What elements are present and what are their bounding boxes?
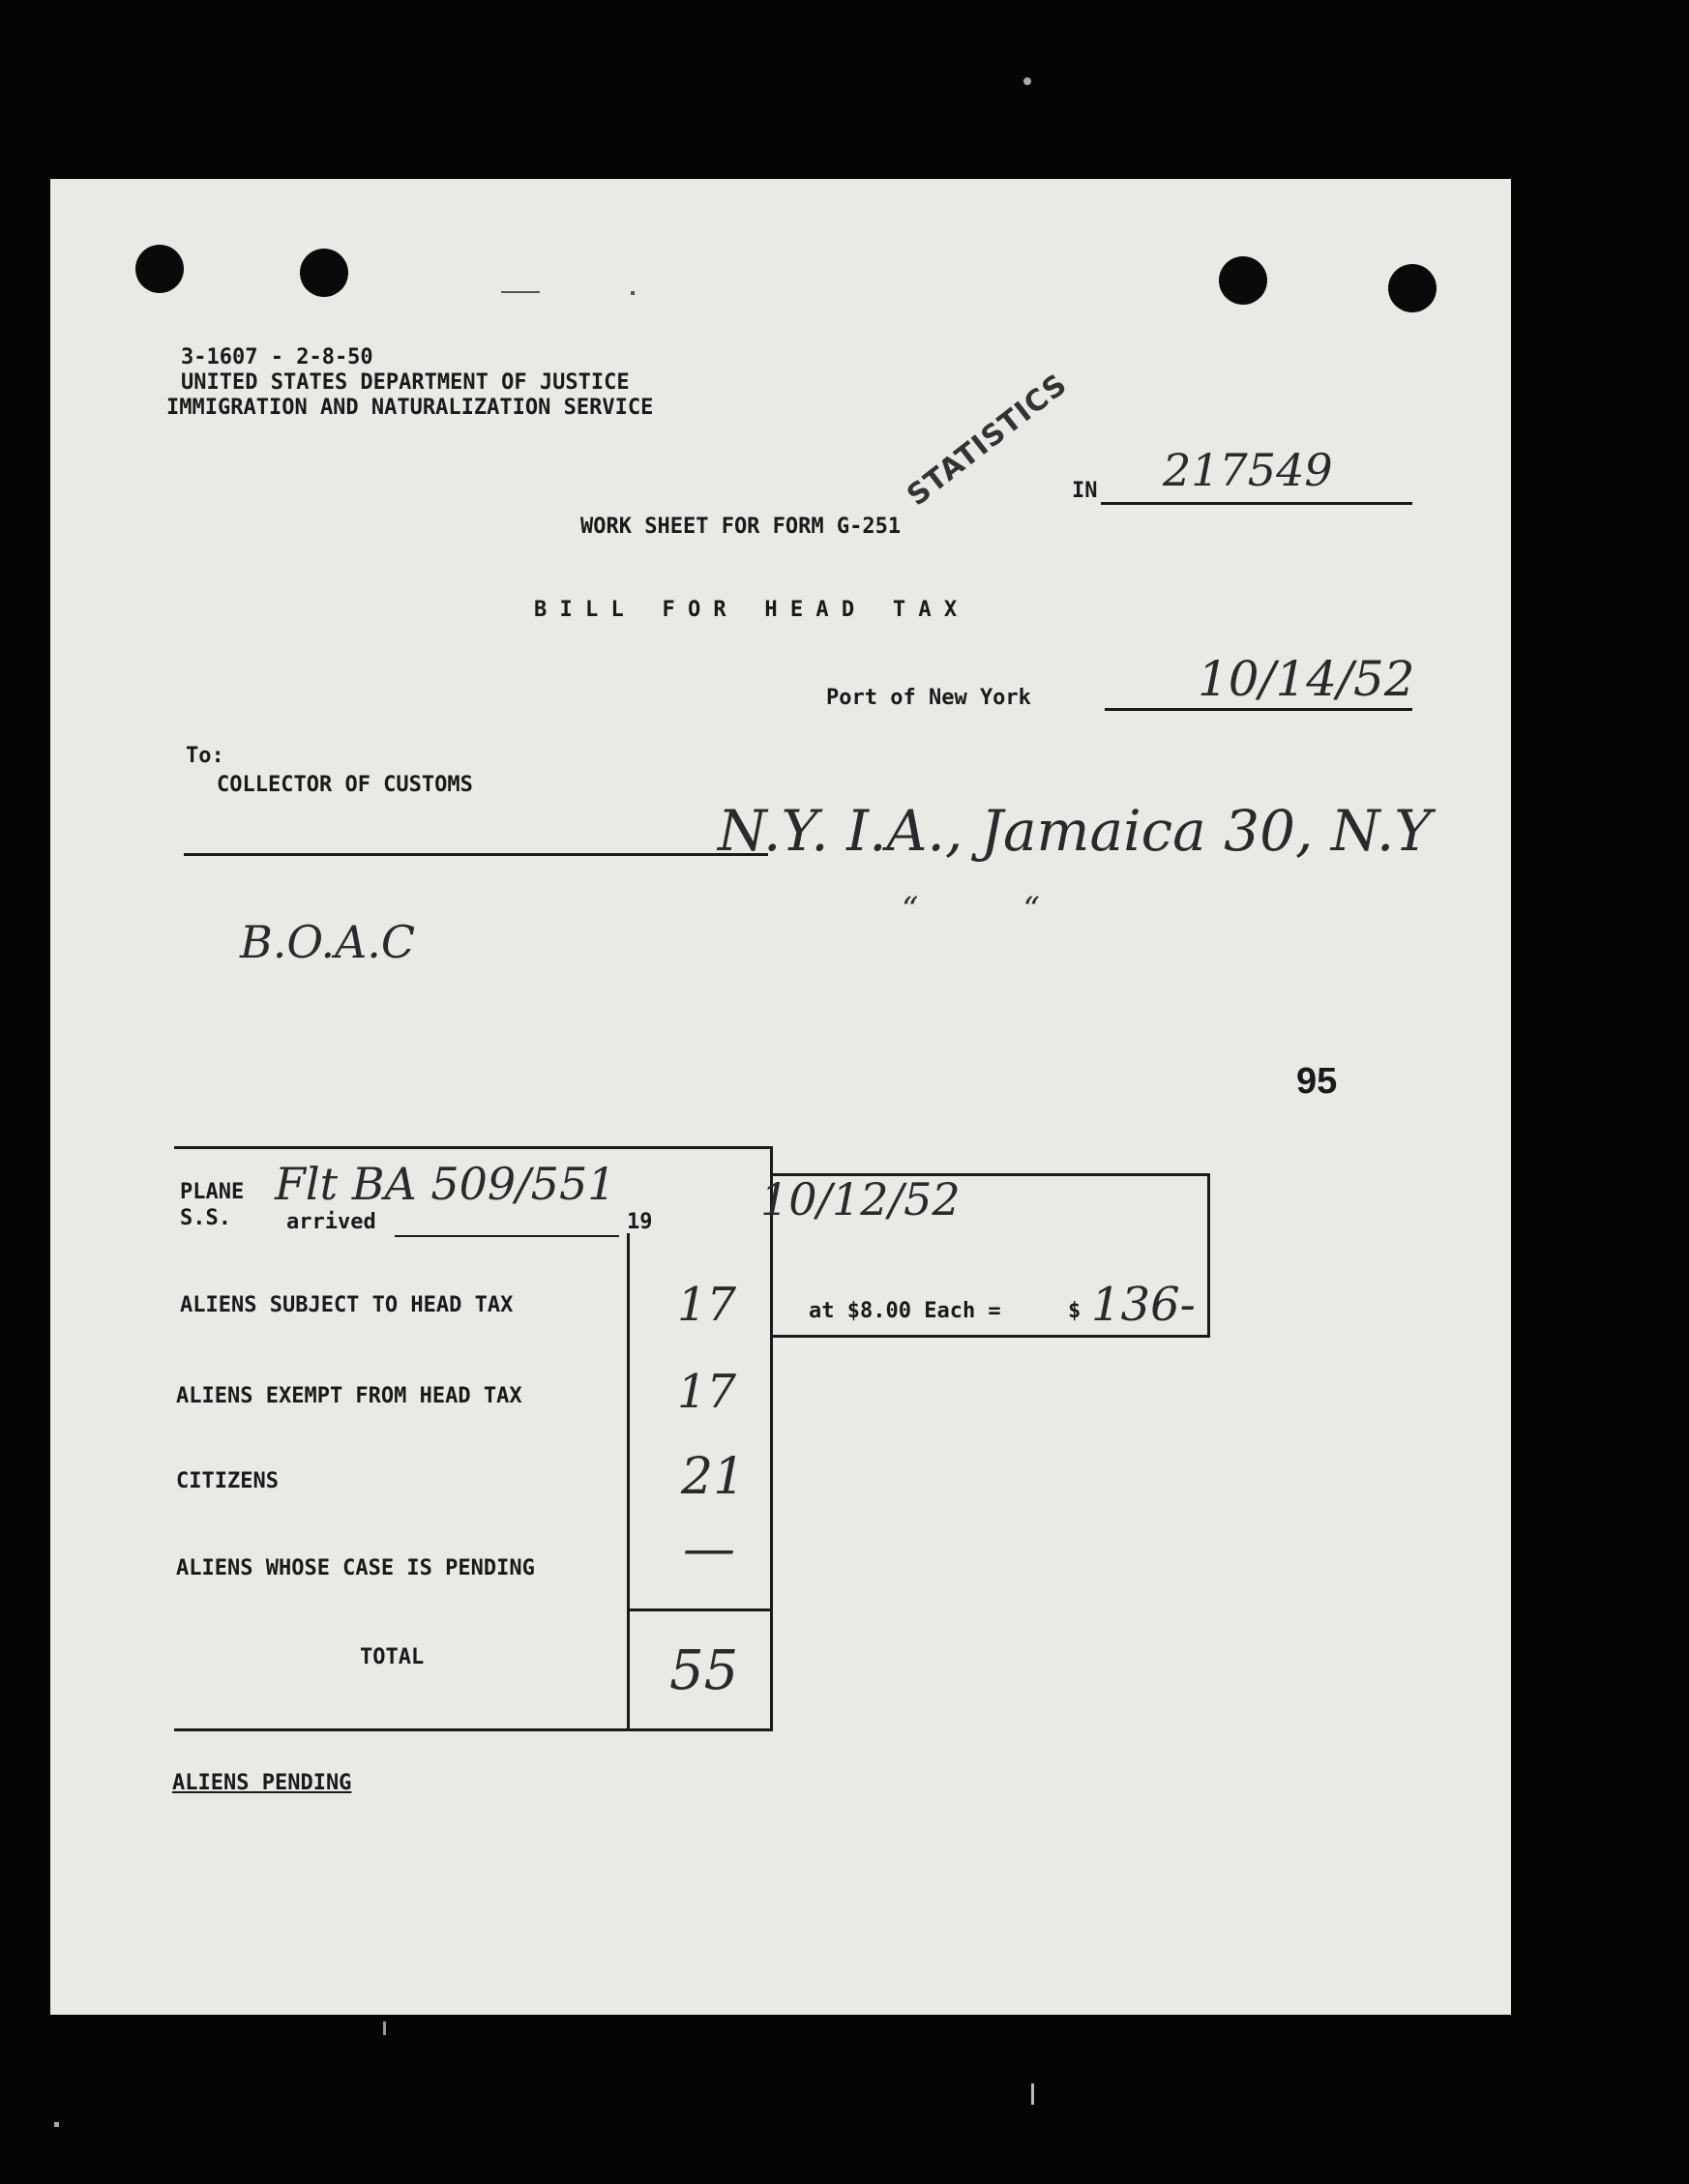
punch-hole xyxy=(300,249,348,297)
arrived-label: arrived xyxy=(286,1210,376,1234)
arrived-underline xyxy=(395,1235,619,1237)
table-top-border xyxy=(174,1146,770,1149)
edge-speck xyxy=(1031,2083,1034,2105)
currency-symbol: $ xyxy=(1068,1299,1082,1323)
collector-label: COLLECTOR OF CUSTOMS xyxy=(217,773,473,797)
bill-title: B I L L F O R H E A D T A X xyxy=(534,598,958,622)
row-value: 17 xyxy=(677,1278,737,1332)
table-right-border xyxy=(770,1146,773,1731)
ss-label: S.S. xyxy=(180,1206,231,1230)
date-underline xyxy=(1105,708,1412,711)
year-prefix: 19 xyxy=(627,1210,653,1234)
head-tax-amount: 136- xyxy=(1091,1278,1196,1332)
total-value: 55 xyxy=(669,1639,739,1702)
handwritten-address: N.Y. I.A., Jamaica 30, N.Y xyxy=(718,798,1432,864)
plane-label: PLANE xyxy=(180,1180,245,1204)
document-page xyxy=(50,179,1511,2015)
ink-speck xyxy=(631,291,635,295)
table-column-divider xyxy=(627,1233,630,1731)
page-number: 95 xyxy=(1296,1061,1338,1102)
address-underline xyxy=(184,853,768,856)
row-value: — xyxy=(683,1518,735,1579)
row-value: 21 xyxy=(681,1448,746,1506)
punch-hole xyxy=(135,245,184,293)
row-label: ALIENS WHOSE CASE IS PENDING xyxy=(176,1556,535,1580)
ink-speck xyxy=(501,291,540,293)
in-underline xyxy=(1101,502,1412,505)
carrier-name: B.O.A.C xyxy=(240,916,416,968)
in-label: IN xyxy=(1072,479,1098,503)
edge-speck xyxy=(383,2022,386,2035)
row-value: 17 xyxy=(677,1365,737,1419)
rate-label: at $8.00 Each = xyxy=(809,1299,1001,1323)
arrival-date: 10/12/52 xyxy=(760,1173,961,1225)
row-label: CITIZENS xyxy=(176,1469,279,1493)
worksheet-title: WORK SHEET FOR FORM G-251 xyxy=(580,515,902,539)
table-bottom-border xyxy=(174,1728,772,1731)
total-label: TOTAL xyxy=(360,1645,425,1669)
ditto-marks: “ “ xyxy=(902,890,1040,929)
department-name: UNITED STATES DEPARTMENT OF JUSTICE xyxy=(181,370,630,395)
service-name: IMMIGRATION AND NATURALIZATION SERVICE xyxy=(166,396,654,420)
aliens-pending-label: ALIENS PENDING xyxy=(172,1771,352,1795)
edge-speck xyxy=(54,2122,59,2127)
flight-number: Flt BA 509/551 xyxy=(275,1158,616,1210)
amount-box-right xyxy=(1207,1173,1210,1338)
in-number: 217549 xyxy=(1163,444,1333,496)
port-date: 10/14/52 xyxy=(1198,651,1415,707)
to-label: To: xyxy=(186,744,224,768)
amount-box-bottom xyxy=(770,1335,1210,1338)
punch-hole xyxy=(1219,256,1267,305)
port-label: Port of New York xyxy=(826,686,1031,710)
row-label: ALIENS EXEMPT FROM HEAD TAX xyxy=(176,1384,522,1408)
form-code: 3-1607 - 2-8-50 xyxy=(181,345,373,369)
punch-hole xyxy=(1388,264,1437,312)
row-label: ALIENS SUBJECT TO HEAD TAX xyxy=(180,1293,514,1317)
edge-speck xyxy=(1023,77,1031,85)
total-separator xyxy=(627,1608,772,1611)
statistics-stamp: STATISTICS xyxy=(901,367,1075,514)
